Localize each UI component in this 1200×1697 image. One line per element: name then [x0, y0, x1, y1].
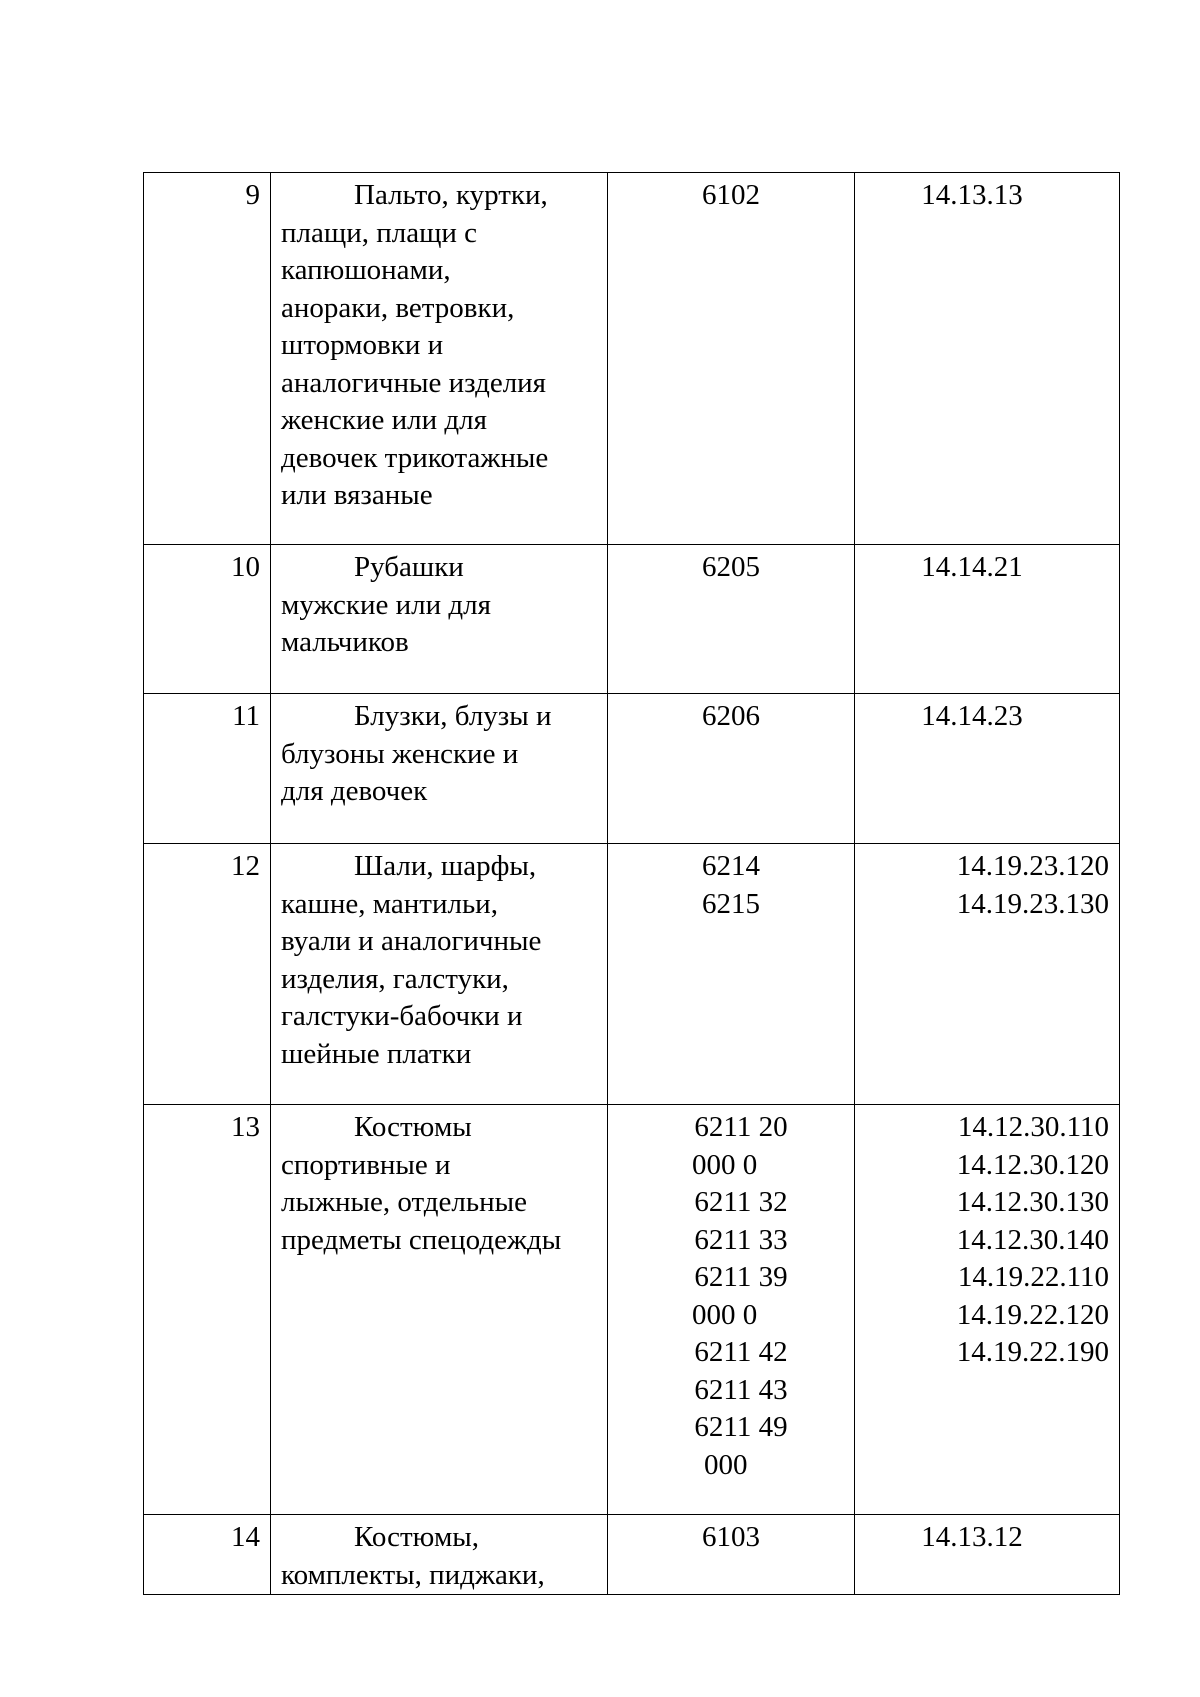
item-name-line: галстуки-бабочки и [281, 1000, 523, 1032]
tnved-code-line: 6102 [702, 179, 760, 211]
tnved-code-line: 6205 [702, 551, 760, 583]
table-row [144, 545, 1120, 694]
row-number: 12 [144, 844, 271, 1105]
okpd2-code-line: 14.19.22.120 [956, 1298, 1109, 1331]
table-row [144, 844, 1120, 1105]
okpd2-code-line: 14.19.22.190 [956, 1336, 1109, 1368]
table-row [144, 1515, 1120, 1595]
okpd2-code-line: 14.12.30.120 [956, 1148, 1109, 1181]
tnved-code [608, 1515, 855, 1595]
tnved-code-line: 6211 49 [694, 1411, 788, 1443]
item-name-line: мальчиков [281, 626, 409, 658]
okpd2-code-line: 14.13.13 [921, 179, 1023, 211]
okpd2-code-line: 14.12.30.110 [957, 1111, 1109, 1143]
item-name-line: Шали, шарфы, [354, 850, 537, 882]
row-number: 13 [144, 1105, 271, 1515]
item-name-line: девочек трикотажные [281, 441, 549, 474]
item-name-line: предметы спецодежды [281, 1223, 562, 1256]
tnved-code-line: 6215 [702, 887, 760, 920]
item-name-line: изделия, галстуки, [281, 962, 509, 995]
item-name-line: Пальто, куртки, [354, 179, 548, 211]
okpd2-code [855, 545, 1120, 694]
item-name [271, 173, 608, 545]
tnved-code-line: 6211 39 [694, 1261, 788, 1293]
tnved-code [608, 173, 855, 545]
item-name-line: шейные платки [281, 1037, 472, 1070]
tnved-code-line: 6211 43 [694, 1373, 788, 1406]
tnved-code [608, 1105, 855, 1515]
okpd2-code [855, 844, 1120, 1105]
table-row [144, 173, 1120, 545]
tnved-code-line: 000 0 [692, 1148, 758, 1181]
item-name-line: плащи, плащи с [281, 216, 478, 249]
item-name-line: Блузки, блузы и [354, 700, 552, 732]
tnved-code-line: 6211 33 [694, 1223, 788, 1256]
item-name-line: Костюмы, [354, 1521, 480, 1553]
tnved-code-line: 6206 [702, 700, 760, 732]
okpd2-code [855, 173, 1120, 545]
okpd2-code-line: 14.14.21 [921, 551, 1023, 583]
tnved-code-line: 000 0 [692, 1298, 758, 1331]
item-name-line: мужские или для [281, 588, 491, 621]
item-name-line: Костюмы [354, 1111, 472, 1143]
item-name [271, 545, 608, 694]
okpd2-code-line: 14.13.12 [921, 1521, 1023, 1553]
okpd2-code-line: 14.19.22.110 [957, 1261, 1109, 1293]
row-number: 11 [144, 694, 271, 844]
tnved-code-line: 6211 42 [694, 1336, 788, 1368]
item-name-line: комплекты, пиджаки, [281, 1558, 545, 1591]
item-name-line: штормовки и [281, 329, 444, 361]
item-name-line: или вязаные [281, 479, 433, 511]
okpd2-code [855, 1515, 1120, 1595]
row-number: 10 [144, 545, 271, 694]
item-name-line: Рубашки [354, 551, 464, 583]
okpd2-code [855, 1105, 1120, 1515]
okpd2-code-line: 14.12.30.130 [956, 1186, 1109, 1218]
item-name-line: для девочек [281, 775, 428, 807]
okpd2-code-line: 14.12.30.140 [956, 1223, 1109, 1256]
tnved-code [608, 844, 855, 1105]
tnved-code [608, 694, 855, 844]
row-number: 14 [144, 1515, 271, 1595]
item-name-line: кашне, мантильи, [281, 887, 498, 920]
item-name-line: блузоны женские и [281, 737, 519, 770]
item-name [271, 1105, 608, 1515]
item-name-line: женские или для [281, 404, 487, 436]
okpd2-code [855, 694, 1120, 844]
okpd2-code-line: 14.19.23.130 [956, 887, 1109, 920]
tnved-code-line: 6103 [702, 1521, 760, 1553]
item-name [271, 1515, 608, 1595]
tnved-code-line: 000 [704, 1448, 748, 1481]
item-name-line: спортивные и [281, 1148, 451, 1181]
goods-classification-table [143, 172, 1120, 1595]
item-name-line: капюшонами, [281, 254, 451, 286]
tnved-code-line: 6214 [702, 850, 760, 882]
item-name [271, 844, 608, 1105]
row-number: 9 [144, 173, 271, 545]
tnved-code-line: 6211 32 [694, 1186, 788, 1218]
table-row [144, 1105, 1120, 1515]
item-name-line: аналогичные изделия [281, 366, 547, 399]
tnved-code-line: 6211 20 [694, 1111, 788, 1143]
item-name [271, 694, 608, 844]
okpd2-code-line: 14.19.23.120 [956, 850, 1109, 882]
item-name-line: лыжные, отдельные [281, 1186, 527, 1218]
table-row [144, 694, 1120, 844]
item-name-line: анораки, ветровки, [281, 291, 515, 324]
tnved-code [608, 545, 855, 694]
okpd2-code-line: 14.14.23 [921, 700, 1023, 732]
item-name-line: вуали и аналогичные [281, 925, 542, 957]
